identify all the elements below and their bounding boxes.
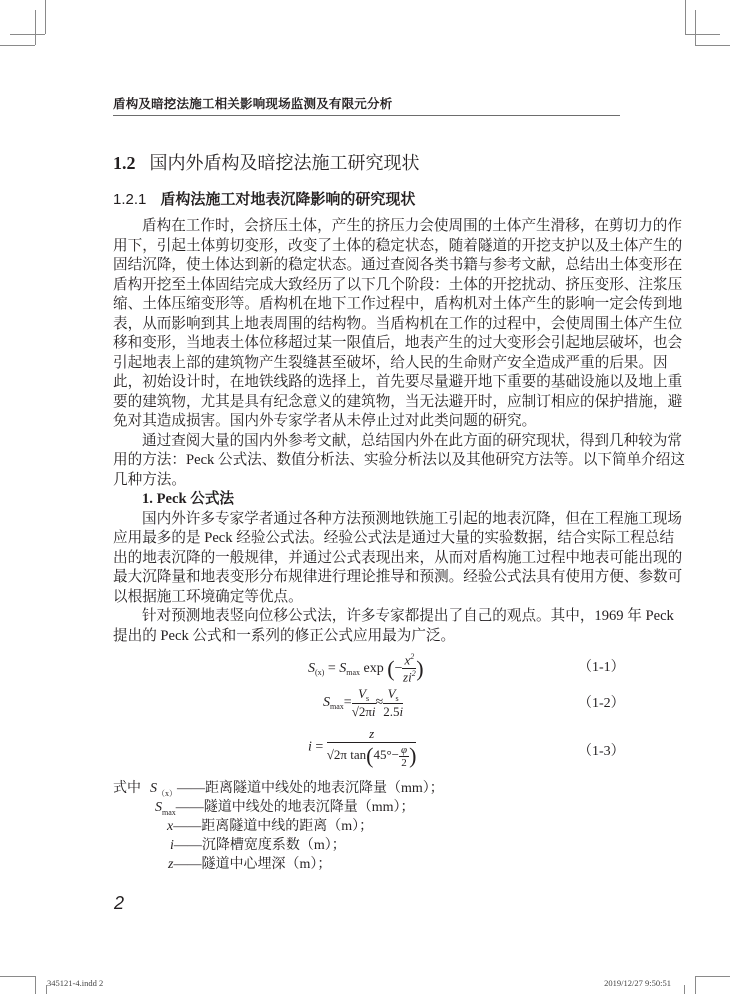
page-number: 2 — [114, 893, 125, 913]
def-text: ——距离隧道中线的距离（m）； — [173, 819, 374, 834]
crop-mark — [0, 976, 35, 977]
equation-number: （1-2） — [578, 696, 625, 711]
eq-subscript: max — [346, 668, 361, 678]
body-text — [113, 217, 685, 646]
def-symbol: x — [167, 819, 174, 834]
footer-file: 345121-4.indd 2 — [47, 978, 104, 988]
header-rule — [113, 115, 620, 116]
body-line: 国内外许多专家学者通过各种方法预测地铁施工引起的地表沉降，但在工程施工现场 — [142, 510, 682, 527]
eq-numerator: x — [404, 652, 411, 668]
subsection-heading — [113, 188, 415, 209]
def-symbol: i — [170, 838, 174, 853]
def-symbol: z — [168, 857, 174, 872]
eq-symbol: S — [308, 661, 315, 677]
eq-denominator: 2 — [401, 756, 407, 769]
eq-subscript: s — [366, 694, 370, 703]
eq-fraction — [383, 686, 403, 720]
body-line: 用下，引起土体剪切变形，改变了土体的稳定状态，随着隧道的开挖支护以及土体产生的 — [113, 237, 683, 254]
eq-symbol: φ — [401, 743, 408, 756]
equation-number: （1-1） — [578, 660, 625, 675]
eq-function: tan — [350, 746, 367, 762]
body-line: 以根据施工环境确定等优点。 — [113, 588, 303, 605]
def-subscript: （x） — [157, 788, 177, 798]
eq-fraction — [399, 744, 409, 769]
crop-mark — [10, 34, 45, 35]
body-line: 最大沉降量和地表变形分布规律进行理论推导和预测。经验公式法具有使用方便、参数可 — [113, 569, 683, 585]
eq-root: √2π — [326, 746, 347, 762]
equation-1-3 — [308, 726, 416, 769]
equation-number: （1-3） — [578, 744, 625, 759]
definition-item — [168, 853, 331, 873]
eq-symbol: i — [371, 704, 376, 719]
body-line: 通过查阅大量的国内外参考文献，总结国内外在此方面的研究现状，得到几种较为常 — [142, 432, 682, 449]
eq-denominator: √2π — [351, 704, 372, 719]
eq-symbol: S — [323, 695, 330, 711]
body-line: 盾构开挖至土体固结完成大致经历了以下几个阶段：土体的开挖扰动、挤压变形、注浆压 — [113, 276, 683, 293]
def-text: ——沉降槽宽度系数（m）； — [173, 838, 346, 853]
method-heading: 1. Peck 公式法 — [142, 491, 235, 507]
eq-denominator: zi — [403, 669, 412, 685]
def-text: ——距离隧道中线处的地表沉降量（mm）； — [177, 781, 444, 796]
definition-item — [167, 815, 373, 835]
eq-paren: ( — [366, 743, 374, 768]
footer-timestamp: 2019/12/27 9:50:51 — [604, 978, 671, 988]
body-line: 出的地表沉降的一般规律，并通过公式表现出来，从而对盾构施工过程中地表可能出现的 — [113, 549, 683, 566]
definition-item — [155, 796, 415, 817]
body-line: 缩、土体压缩变形等。盾构机在地下工作过程中，盾构机对土体产生的影响一定会传到地 — [113, 296, 683, 312]
eq-operator: ≈ — [375, 695, 384, 711]
eq-superscript: 2 — [410, 652, 415, 661]
def-symbol: S — [150, 781, 157, 796]
eq-paren: ( — [387, 655, 395, 681]
crop-mark — [0, 45, 35, 46]
subsection-number: 1.2.1 — [113, 191, 147, 208]
body-line: 免对其造成损害。国内外专家学者从未停止过对此类问题的研究。 — [113, 413, 537, 429]
section-number: 1.2 — [113, 153, 136, 173]
body-line: 引起地表上部的建筑物产生裂缝甚至破坏，给人民的生命财产安全造成严重的后果。因 — [113, 354, 668, 371]
crop-mark — [695, 976, 730, 977]
crop-mark — [685, 0, 686, 34]
section-title: 国内外盾构及暗挖法施工研究现状 — [149, 153, 420, 173]
definitions-lead: 式中 — [113, 781, 141, 796]
subsection-title: 盾构法施工对地表沉降影响的研究现状 — [160, 192, 416, 208]
crop-mark — [35, 10, 36, 45]
eq-subscript: max — [330, 702, 344, 712]
eq-symbol: S — [339, 661, 347, 677]
body-line: 要的建筑物，尤其是具有纪念意义的建筑物，当无法避开时，应制订相应的保护措施，避 — [113, 393, 683, 410]
eq-symbol: i — [308, 739, 312, 755]
def-text: ——隧道中线处的地表沉降量（mm）； — [175, 800, 415, 815]
eq-operator: = — [343, 695, 352, 711]
eq-symbol: i — [399, 704, 404, 719]
body-line: 用的方法：Peck 公式法、数值分析法、实验分析法以及其他研究方法等。以下简单介绍这 — [113, 452, 685, 468]
definition-item — [170, 834, 346, 854]
crop-mark — [35, 976, 36, 994]
eq-fraction — [402, 652, 416, 686]
eq-subscript: s — [395, 694, 399, 703]
equation-1-2 — [323, 686, 403, 720]
eq-numerator: z — [369, 726, 375, 741]
eq-fraction — [327, 726, 417, 769]
def-symbol: S — [155, 800, 162, 815]
eq-subscript: (x) — [315, 668, 325, 678]
body-line: 表，从而影响到其上地表周围的结构物。当盾构机在工作的过程中，会使周围土体产生位 — [113, 315, 683, 332]
eq-numerator: V — [387, 686, 396, 701]
crop-mark — [684, 985, 685, 994]
body-line: 此，初始设计时，在地铁线路的选择上，首先要尽量避开地下重要的基础设施以及地上重 — [113, 374, 683, 390]
body-line: 几种方法。 — [113, 471, 186, 488]
running-head: 盾构及暗挖法施工相关影响现场监测及有限元分析 — [113, 97, 393, 111]
section-heading — [113, 149, 420, 175]
eq-paren: ) — [416, 655, 424, 681]
crop-mark — [45, 0, 46, 34]
eq-operator: = — [327, 661, 336, 677]
body-line: 移和变形，当地表土体位移超过某一限值后，地表产生的过大变形会引起地层破坏，也会 — [113, 335, 683, 351]
eq-denominator: 2.5 — [383, 704, 400, 719]
eq-paren: ) — [409, 743, 417, 768]
eq-fraction — [352, 686, 376, 720]
body-line: 应用最多的是 Peck 经验公式法。经验公式法是通过大量的实验数据，结合实际工程总结 — [113, 530, 675, 546]
body-line: 针对预测地表竖向位移公式法，许多专家都提出了自己的观点。其中，1969 年 Peck — [142, 608, 674, 624]
eq-angle: 45°− — [373, 746, 399, 762]
body-line: 盾构在工作时，会挤压土体，产生的挤压力会使周围的土体产生滑移，在剪切力的作 — [142, 218, 682, 234]
def-subscript: max — [162, 807, 176, 817]
crop-mark — [695, 976, 696, 994]
def-text: ——隧道中心埋深（m）； — [173, 857, 332, 872]
eq-operator: − — [394, 661, 403, 677]
eq-operator: = — [315, 739, 324, 755]
eq-superscript: 2 — [411, 669, 416, 679]
crop-mark — [695, 10, 696, 45]
body-line: 提出的 Peck 公式和一系列的修正公式应用最为广泛。 — [113, 627, 456, 644]
crop-mark — [695, 45, 730, 46]
body-line: 固结沉降，使土体达到新的稳定状态。通过查阅各类书籍与参考文献，总结出土体变形在 — [113, 257, 683, 273]
crop-mark — [685, 34, 720, 35]
equation-1-1 — [308, 652, 424, 686]
eq-numerator: V — [358, 686, 367, 701]
eq-function: exp — [363, 661, 384, 677]
